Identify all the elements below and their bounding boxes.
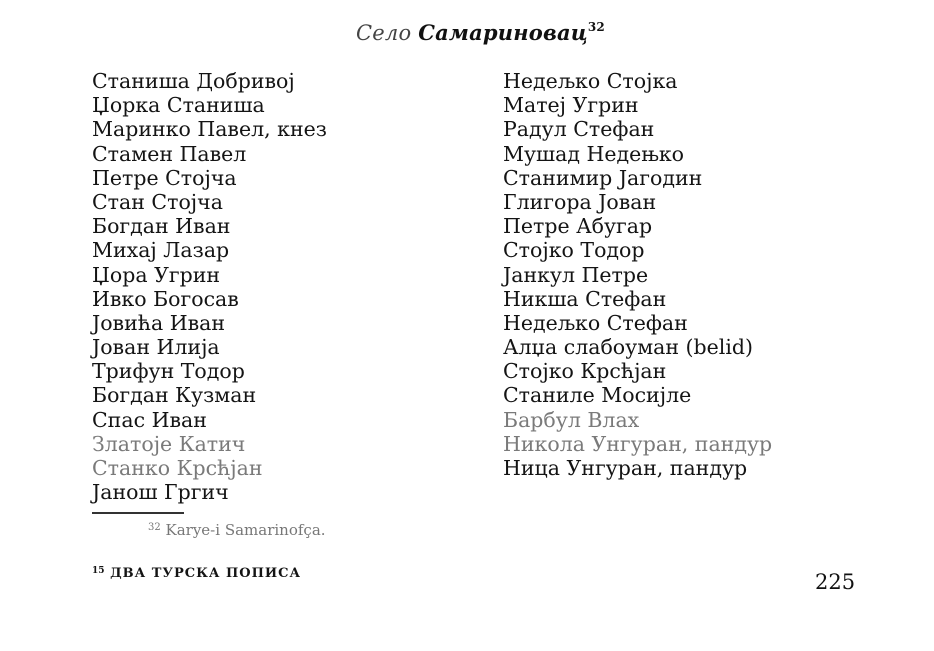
footnote-number: 32: [148, 522, 161, 533]
list-item: Михај Лазар: [92, 238, 230, 263]
list-item: Станимир Јагодин: [503, 165, 703, 190]
list-item: Јовића Иван: [92, 310, 226, 335]
heading-footnote-ref: 32: [587, 20, 605, 34]
right-name-list: [503, 69, 772, 480]
list-item: Јанош Гргич: [92, 480, 229, 505]
heading-village-name: Самариновац: [418, 20, 588, 45]
list-item: Јован Илија: [92, 335, 220, 360]
list-item: Џора Угрин: [92, 262, 221, 287]
list-item: Глигора Јован: [503, 189, 657, 214]
list-item: Спас Иван: [92, 407, 207, 432]
list-item: Никола Унгуран, пандур: [503, 431, 773, 456]
footnote: [148, 521, 326, 539]
footnote-divider: [92, 512, 184, 514]
list-item: Петре Стојча: [92, 165, 237, 190]
list-item: Станко Крсћјан: [92, 456, 263, 480]
list-item: Стан Стојча: [92, 189, 223, 214]
list-item: Никша Стефан: [503, 286, 667, 311]
list-item: Ница Унгуран, пандур: [503, 456, 748, 480]
list-item: Стамен Павел: [92, 141, 247, 166]
printer-signature: [92, 566, 301, 581]
list-item: Јанкул Петре: [503, 262, 649, 287]
page-number: 225: [815, 570, 856, 594]
list-item: Богдан Иван: [92, 214, 231, 239]
list-item: Петре Абугар: [503, 214, 653, 239]
footnote-text: Karye-i Samarinofça.: [165, 521, 326, 539]
list-item: Недељко Стојка: [503, 69, 678, 93]
list-item: Трифун Тодор: [92, 359, 245, 384]
heading-village-word: Село: [356, 21, 412, 45]
list-item: Маринко Павел, кнез: [92, 117, 327, 142]
list-item: Мушад Недењко: [503, 141, 685, 166]
list-item: Богдан Кузман: [92, 383, 257, 408]
list-item: Стојко Тодор: [503, 238, 645, 263]
list-item: Матеј Угрин: [503, 93, 639, 118]
list-item: Барбул Влах: [503, 407, 640, 432]
list-item: Станиле Мосијле: [503, 383, 692, 408]
list-item: Џорка Станиша: [92, 93, 265, 118]
signature-text: ДВА ТУРСКА ПОПИСА: [110, 566, 302, 581]
list-item: Ивко Богосав: [92, 286, 239, 311]
list-item: Недељко Стефан: [503, 310, 688, 335]
left-name-list: [92, 69, 327, 504]
list-item: Алџа слабоуман (belid): [503, 335, 754, 360]
signature-number: 15: [92, 566, 105, 576]
list-item: Стојко Крсћјан: [503, 359, 667, 384]
section-heading: [356, 20, 605, 45]
list-item: Станиша Добривој: [92, 69, 295, 93]
list-item: Радул Стефан: [503, 117, 655, 142]
list-item: Златоје Катич: [92, 431, 246, 456]
